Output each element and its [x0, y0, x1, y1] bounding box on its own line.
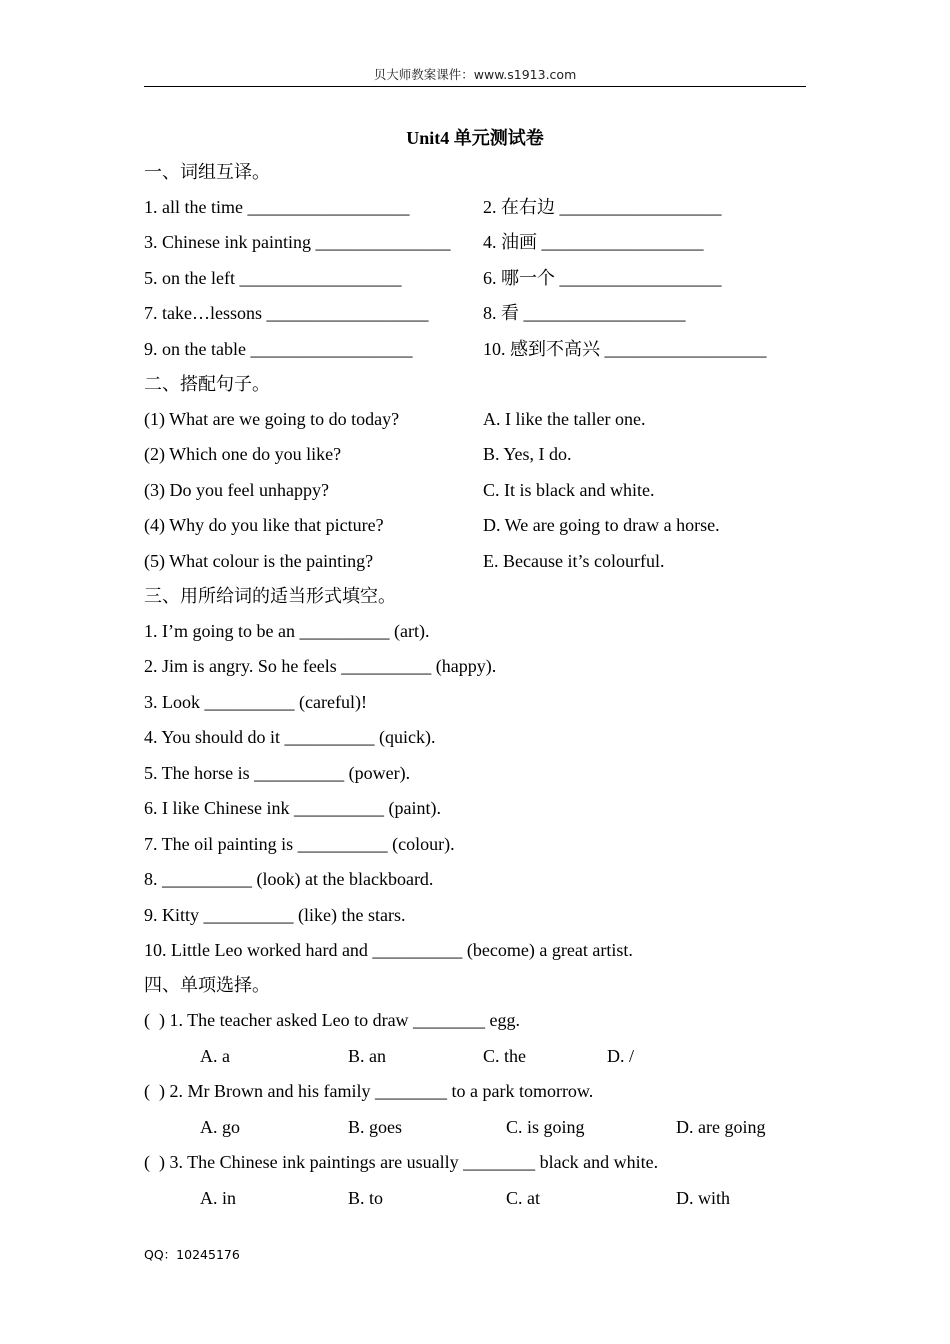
vocab-item-9: 9. on the table __________________	[144, 339, 413, 359]
vocab-item-2: 2. 在右边 __________________	[483, 197, 722, 217]
choice-1-option-c: C. the	[483, 1046, 526, 1066]
vocab-item-7: 7. take…lessons __________________	[144, 303, 429, 323]
choice-1-option-b: B. an	[348, 1046, 386, 1066]
page-footer: QQ：10245176	[144, 1247, 240, 1262]
match-question-1: (1) What are we going to do today?	[144, 409, 400, 429]
section2-heading: 二、搭配句子。	[144, 374, 270, 394]
page-title: Unit4 单元测试卷	[406, 128, 544, 148]
fill-item-5: 5. The horse is __________ (power).	[144, 763, 411, 783]
choice-question-3: ( ) 3. The Chinese ink paintings are usually ________ black and white.	[144, 1152, 659, 1172]
vocab-item-5: 5. on the left __________________	[144, 268, 402, 288]
choice-2-option-b: B. goes	[348, 1117, 402, 1137]
choice-3-option-a: A. in	[200, 1188, 236, 1208]
match-answer-d: D. We are going to draw a horse.	[483, 515, 720, 535]
fill-item-9: 9. Kitty __________ (like) the stars.	[144, 905, 406, 925]
match-answer-b: B. Yes, I do.	[483, 444, 572, 464]
match-question-5: (5) What colour is the painting?	[144, 551, 374, 571]
match-question-4: (4) Why do you like that picture?	[144, 515, 384, 535]
fill-item-1: 1. I’m going to be an __________ (art).	[144, 621, 430, 641]
vocab-item-8: 8. 看 __________________	[483, 303, 686, 323]
choice-3-option-d: D. with	[676, 1188, 730, 1208]
vocab-item-10: 10. 感到不高兴 __________________	[483, 339, 767, 359]
vocab-item-4: 4. 油画 __________________	[483, 232, 704, 252]
vocab-item-3: 3. Chinese ink painting _______________	[144, 232, 451, 252]
section3-heading: 三、用所给词的适当形式填空。	[144, 586, 396, 606]
match-answer-e: E. Because it’s colourful.	[483, 551, 665, 571]
fill-item-3: 3. Look __________ (careful)!	[144, 692, 367, 712]
choice-2-option-c: C. is going	[506, 1117, 585, 1137]
choice-3-option-c: C. at	[506, 1188, 540, 1208]
choice-1-option-d: D. /	[607, 1046, 634, 1066]
fill-item-2: 2. Jim is angry. So he feels __________ (happy).	[144, 656, 497, 676]
choice-3-option-b: B. to	[348, 1188, 384, 1208]
fill-item-4: 4. You should do it __________ (quick).	[144, 727, 436, 747]
match-answer-a: A. I like the taller one.	[483, 409, 646, 429]
section1-heading: 一、词组互译。	[144, 162, 270, 182]
vocab-item-1: 1. all the time __________________	[144, 197, 410, 217]
fill-item-8: 8. __________ (look) at the blackboard.	[144, 869, 434, 889]
fill-item-6: 6. I like Chinese ink __________ (paint).	[144, 798, 441, 818]
choice-question-1: ( ) 1. The teacher asked Leo to draw ________ egg.	[144, 1010, 521, 1030]
match-question-2: (2) Which one do you like?	[144, 444, 342, 464]
vocab-item-6: 6. 哪一个 __________________	[483, 268, 722, 288]
choice-2-option-a: A. go	[200, 1117, 240, 1137]
choice-2-option-d: D. are going	[676, 1117, 766, 1137]
fill-item-10: 10. Little Leo worked hard and __________ (become) a great artist.	[144, 940, 633, 960]
section4-heading: 四、单项选择。	[144, 975, 270, 995]
page-header: 贝大师教案课件：www.s1913.com	[144, 66, 806, 87]
match-answer-c: C. It is black and white.	[483, 480, 655, 500]
fill-item-7: 7. The oil painting is __________ (colour).	[144, 834, 455, 854]
choice-1-option-a: A. a	[200, 1046, 230, 1066]
match-question-3: (3) Do you feel unhappy?	[144, 480, 329, 500]
choice-question-2: ( ) 2. Mr Brown and his family ________ to a park tomorrow.	[144, 1081, 594, 1101]
